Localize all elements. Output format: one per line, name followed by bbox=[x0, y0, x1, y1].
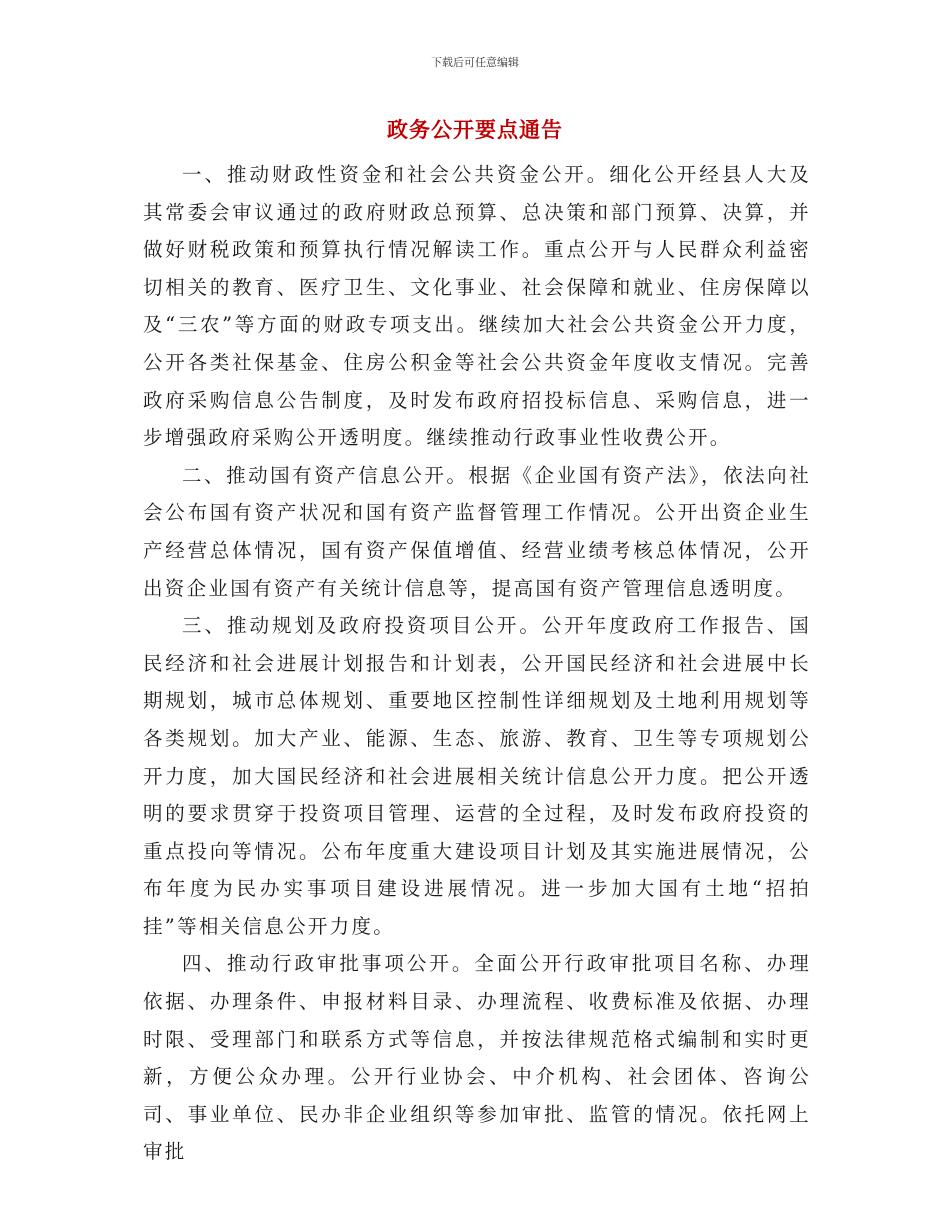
paragraph-2: 二、推动国有资产信息公开。根据《企业国有资产法》，依法向社会公布国有资产状况和国有资产监督管理工作情况。公开出资企业生产经营总体情况，国有资产保值增值、经营业绩考核总体情况，公开出资企业国有资产有关统计信息等，提高国有资产管理信息透明度。 bbox=[143, 463, 811, 600]
paragraph-1: 一、推动财政性资金和社会公共资金公开。细化公开经县人大及其常委会审议通过的政府财政总预算、总决策和部门预算、决算，并做好财税政策和预算执行情况解读工作。重点公开与人民群众利益密切相关的教育、医疗卫生、文化事业、社会保障和就业、住房保障以及“三农”等方面的财政专项支出。继续加大社会公共资金公开力度，公开各类社保基金、住房公积金等社会公共资金年度收支情况。完善政府采购信息公告制度，及时发布政府招投标信息、采购信息，进一步增强政府采购公开透明度。继续推动行政事业性收费公开。 bbox=[143, 163, 811, 450]
paragraph-3: 三、推动规划及政府投资项目公开。公开年度政府工作报告、国民经济和社会进展计划报告和计划表，公开国民经济和社会进展中长期规划，城市总体规划、重要地区控制性详细规划及土地利用规划等各类规划。加大产业、能源、生态、旅游、教育、卫生等专项规划公开力度，加大国民经济和社会进展相关统计信息公开力度。把公开透明的要求贯穿于投资项目管理、运营的全过程，及时发布政府投资的重点投向等情况。公布年度重大建设项目计划及其实施进展情况，公布年度为民办实事项目建设进展情况。进一步加大国有土地“招拍挂”等相关信息公开力度。 bbox=[143, 614, 811, 938]
document-body bbox=[143, 156, 811, 1171]
paragraph-4: 四、推动行政审批事项公开。全面公开行政审批项目名称、办理依据、办理条件、申报材料目录、办理流程、收费标准及依据、办理时限、受理部门和联系方式等信息，并按法律规范格式编制和实时更新，方便公众办理。公开行业协会、中介机构、社会团体、咨询公司、事业单位、民办非企业组织等参加审批、监管的情况。依托网上审批 bbox=[143, 952, 811, 1164]
document-title: 政务公开要点通告 bbox=[387, 117, 563, 142]
header-note: 下载后可任意编辑 bbox=[431, 56, 519, 69]
